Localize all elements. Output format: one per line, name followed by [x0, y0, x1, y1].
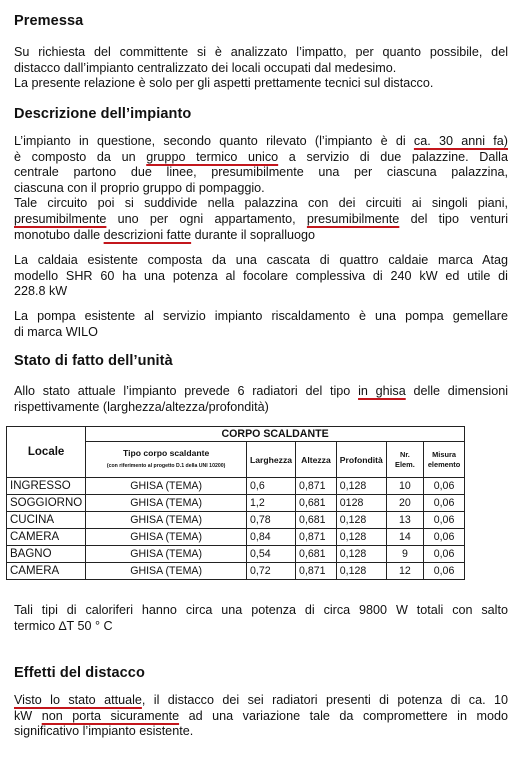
cell-locale: INGRESSO [7, 478, 86, 495]
pompa-line-2: di marca WILO [14, 324, 98, 339]
cell-profondita: 0,128 [336, 563, 386, 580]
descrizione-line-1: L’impianto in questione, secondo quanto rilevato (l’impianto è di ca. 30 anni fa) [14, 134, 509, 148]
underline-gruppo: gruppo termico unico [146, 149, 279, 164]
premessa-paragraph [14, 45, 508, 92]
caldaia-line-2: modello SHR 60 ha una potenza al focolare complessiva di 240 kW ed utile di [14, 268, 508, 283]
group-header: CORPO SCALDANTE [86, 427, 465, 442]
cell-misura: 0,06 [424, 512, 465, 529]
potenza-paragraph [14, 603, 508, 634]
cell-altezza: 0,871 [296, 478, 337, 495]
cell-elem: 12 [386, 563, 423, 580]
cell-larghezza: 0,54 [247, 546, 296, 563]
cell-larghezza: 1,2 [247, 495, 296, 512]
potenza-line-2: termico ∆T 50 ° C [14, 618, 113, 633]
cell-altezza: 0,681 [296, 495, 337, 512]
cell-larghezza: 0,72 [247, 563, 296, 580]
col-header-tipo-note: (con riferimento al progetto D.1 della UNI 10200) [106, 463, 226, 470]
cell-misura: 0,06 [424, 529, 465, 546]
cell-altezza: 0,681 [296, 546, 337, 563]
table-row [7, 563, 465, 580]
effetti-line-2: kW non porta sicuramente ad una variazione tale da compromettere in modo [14, 708, 508, 723]
col-header-misura: Misura elemento [424, 442, 465, 478]
pompa-line-1: La pompa esistente al servizio impianto riscaldamento è una pompa gemellare [14, 309, 508, 323]
cell-elem: 9 [386, 546, 423, 563]
cell-tipo: GHISA (TEMA) [86, 495, 247, 512]
cell-altezza: 0,681 [296, 512, 337, 529]
table-row [7, 495, 465, 512]
radiator-table [6, 426, 465, 580]
caldaia-line-1: La caldaia esistente composta da una cascata di quattro caldaie marca Atag [14, 253, 508, 267]
table-row [7, 478, 465, 495]
descrizione-line-2: è composto da un gruppo termico unico a servizio di due palazzine. Dalla [14, 149, 508, 164]
heading-descrizione: Descrizione dell’impianto [14, 106, 192, 122]
stato-line-2: rispettivamente (larghezza/altezza/profondità) [14, 399, 269, 414]
heading-stato: Stato di fatto dell’unità [14, 353, 173, 369]
cell-altezza: 0,871 [296, 563, 337, 580]
col-header-profondita: Profondità [336, 442, 386, 478]
descrizione-paragraph-3 [14, 309, 508, 340]
cell-misura: 0,06 [424, 495, 465, 512]
premessa-line-3: La presente relazione è solo per gli aspetti prettamente tecnici sul distacco. [14, 76, 434, 91]
caldaia-line-3: 228.8 kW [14, 284, 68, 299]
effetti-paragraph [14, 693, 508, 740]
cell-tipo: GHISA (TEMA) [86, 546, 247, 563]
heading-effetti: Effetti del distacco [14, 665, 145, 681]
cell-tipo: GHISA (TEMA) [86, 529, 247, 546]
cell-larghezza: 0,6 [247, 478, 296, 495]
potenza-line-1: Tali tipi di caloriferi hanno circa una potenza di circa 9800 W totali con salto [14, 603, 508, 617]
underline-presumibilmente-2: presumibilmente [306, 211, 400, 226]
cell-profondita: 0128 [336, 495, 386, 512]
cell-tipo: GHISA (TEMA) [86, 512, 247, 529]
col-header-larghezza: Larghezza [247, 442, 296, 478]
descrizione-paragraph-1 [14, 134, 508, 243]
cell-larghezza: 0,84 [247, 529, 296, 546]
underline-non-porta: non porta sicuramente [41, 708, 180, 723]
cell-elem: 14 [386, 529, 423, 546]
cell-larghezza: 0,78 [247, 512, 296, 529]
table-row [7, 529, 465, 546]
premessa-line-2: distacco dall’impianto centralizzato dei locali occupati dal medesimo. [14, 60, 397, 75]
cell-locale: BAGNO [7, 546, 86, 563]
cell-elem: 10 [386, 478, 423, 495]
descrizione-line-5: Tale circuito poi si suddivide nella palazzina con dei circuiti ai singoli piani, [14, 196, 508, 211]
cell-profondita: 0,128 [336, 529, 386, 546]
underline-visto: Visto lo stato attuale [14, 693, 142, 707]
col-header-tipo: Tipo corpo scaldante (con riferimento al progetto D.1 della UNI 10200) [86, 442, 247, 478]
col-header-altezza: Altezza [296, 442, 337, 478]
stato-paragraph [14, 384, 508, 415]
descrizione-paragraph-2 [14, 253, 508, 300]
table-row [7, 512, 465, 529]
underline-presumibilmente-1: presumibilmente [14, 211, 107, 226]
cell-locale: SOGGIORNO [7, 495, 86, 512]
cell-locale: CAMERA [7, 563, 86, 580]
underline-age: ca. 30 anni fa) [413, 134, 509, 148]
cell-misura: 0,06 [424, 546, 465, 563]
col-header-elem: Nr. Elem. [386, 442, 423, 478]
cell-locale: CUCINA [7, 512, 86, 529]
effetti-line-1: Visto lo stato attuale, il distacco dei sei radiatori presenti di potenza di ca. 10 [14, 693, 509, 707]
cell-altezza: 0,871 [296, 529, 337, 546]
cell-misura: 0,06 [424, 563, 465, 580]
cell-misura: 0,06 [424, 478, 465, 495]
underline-descrizioni: descrizioni fatte [103, 227, 192, 242]
premessa-line-1: Su richiesta del committente si è analizzato l’impatto, per quanto possibile, del [14, 45, 508, 59]
stato-line-1: Allo stato attuale l’impianto prevede 6 radiatori del tipo in ghisa delle dimensioni [14, 384, 508, 398]
descrizione-line-3: centrale partono due linee, presumibilmente una per ciascuna palazzina, [14, 165, 508, 180]
cell-locale: CAMERA [7, 529, 86, 546]
descrizione-line-4: ciascuna con il proprio gruppo di pompaggio. [14, 180, 265, 195]
underline-ghisa: in ghisa [358, 384, 406, 398]
descrizione-line-6: presumibilmente uno per ogni appartamento, presumibilmente del tipo venturi [14, 211, 508, 226]
heading-premessa: Premessa [14, 13, 84, 29]
cell-profondita: 0,128 [336, 546, 386, 563]
effetti-line-3: significativo l’impianto esistente. [14, 724, 194, 739]
cell-profondita: 0,128 [336, 478, 386, 495]
descrizione-line-7: monotubo dalle descrizioni fatte durante il sopralluogo [14, 227, 316, 242]
cell-profondita: 0,128 [336, 512, 386, 529]
table-row [7, 546, 465, 563]
col-header-locale: Locale [7, 427, 86, 478]
cell-elem: 13 [386, 512, 423, 529]
cell-tipo: GHISA (TEMA) [86, 563, 247, 580]
cell-tipo: GHISA (TEMA) [86, 478, 247, 495]
cell-elem: 20 [386, 495, 423, 512]
